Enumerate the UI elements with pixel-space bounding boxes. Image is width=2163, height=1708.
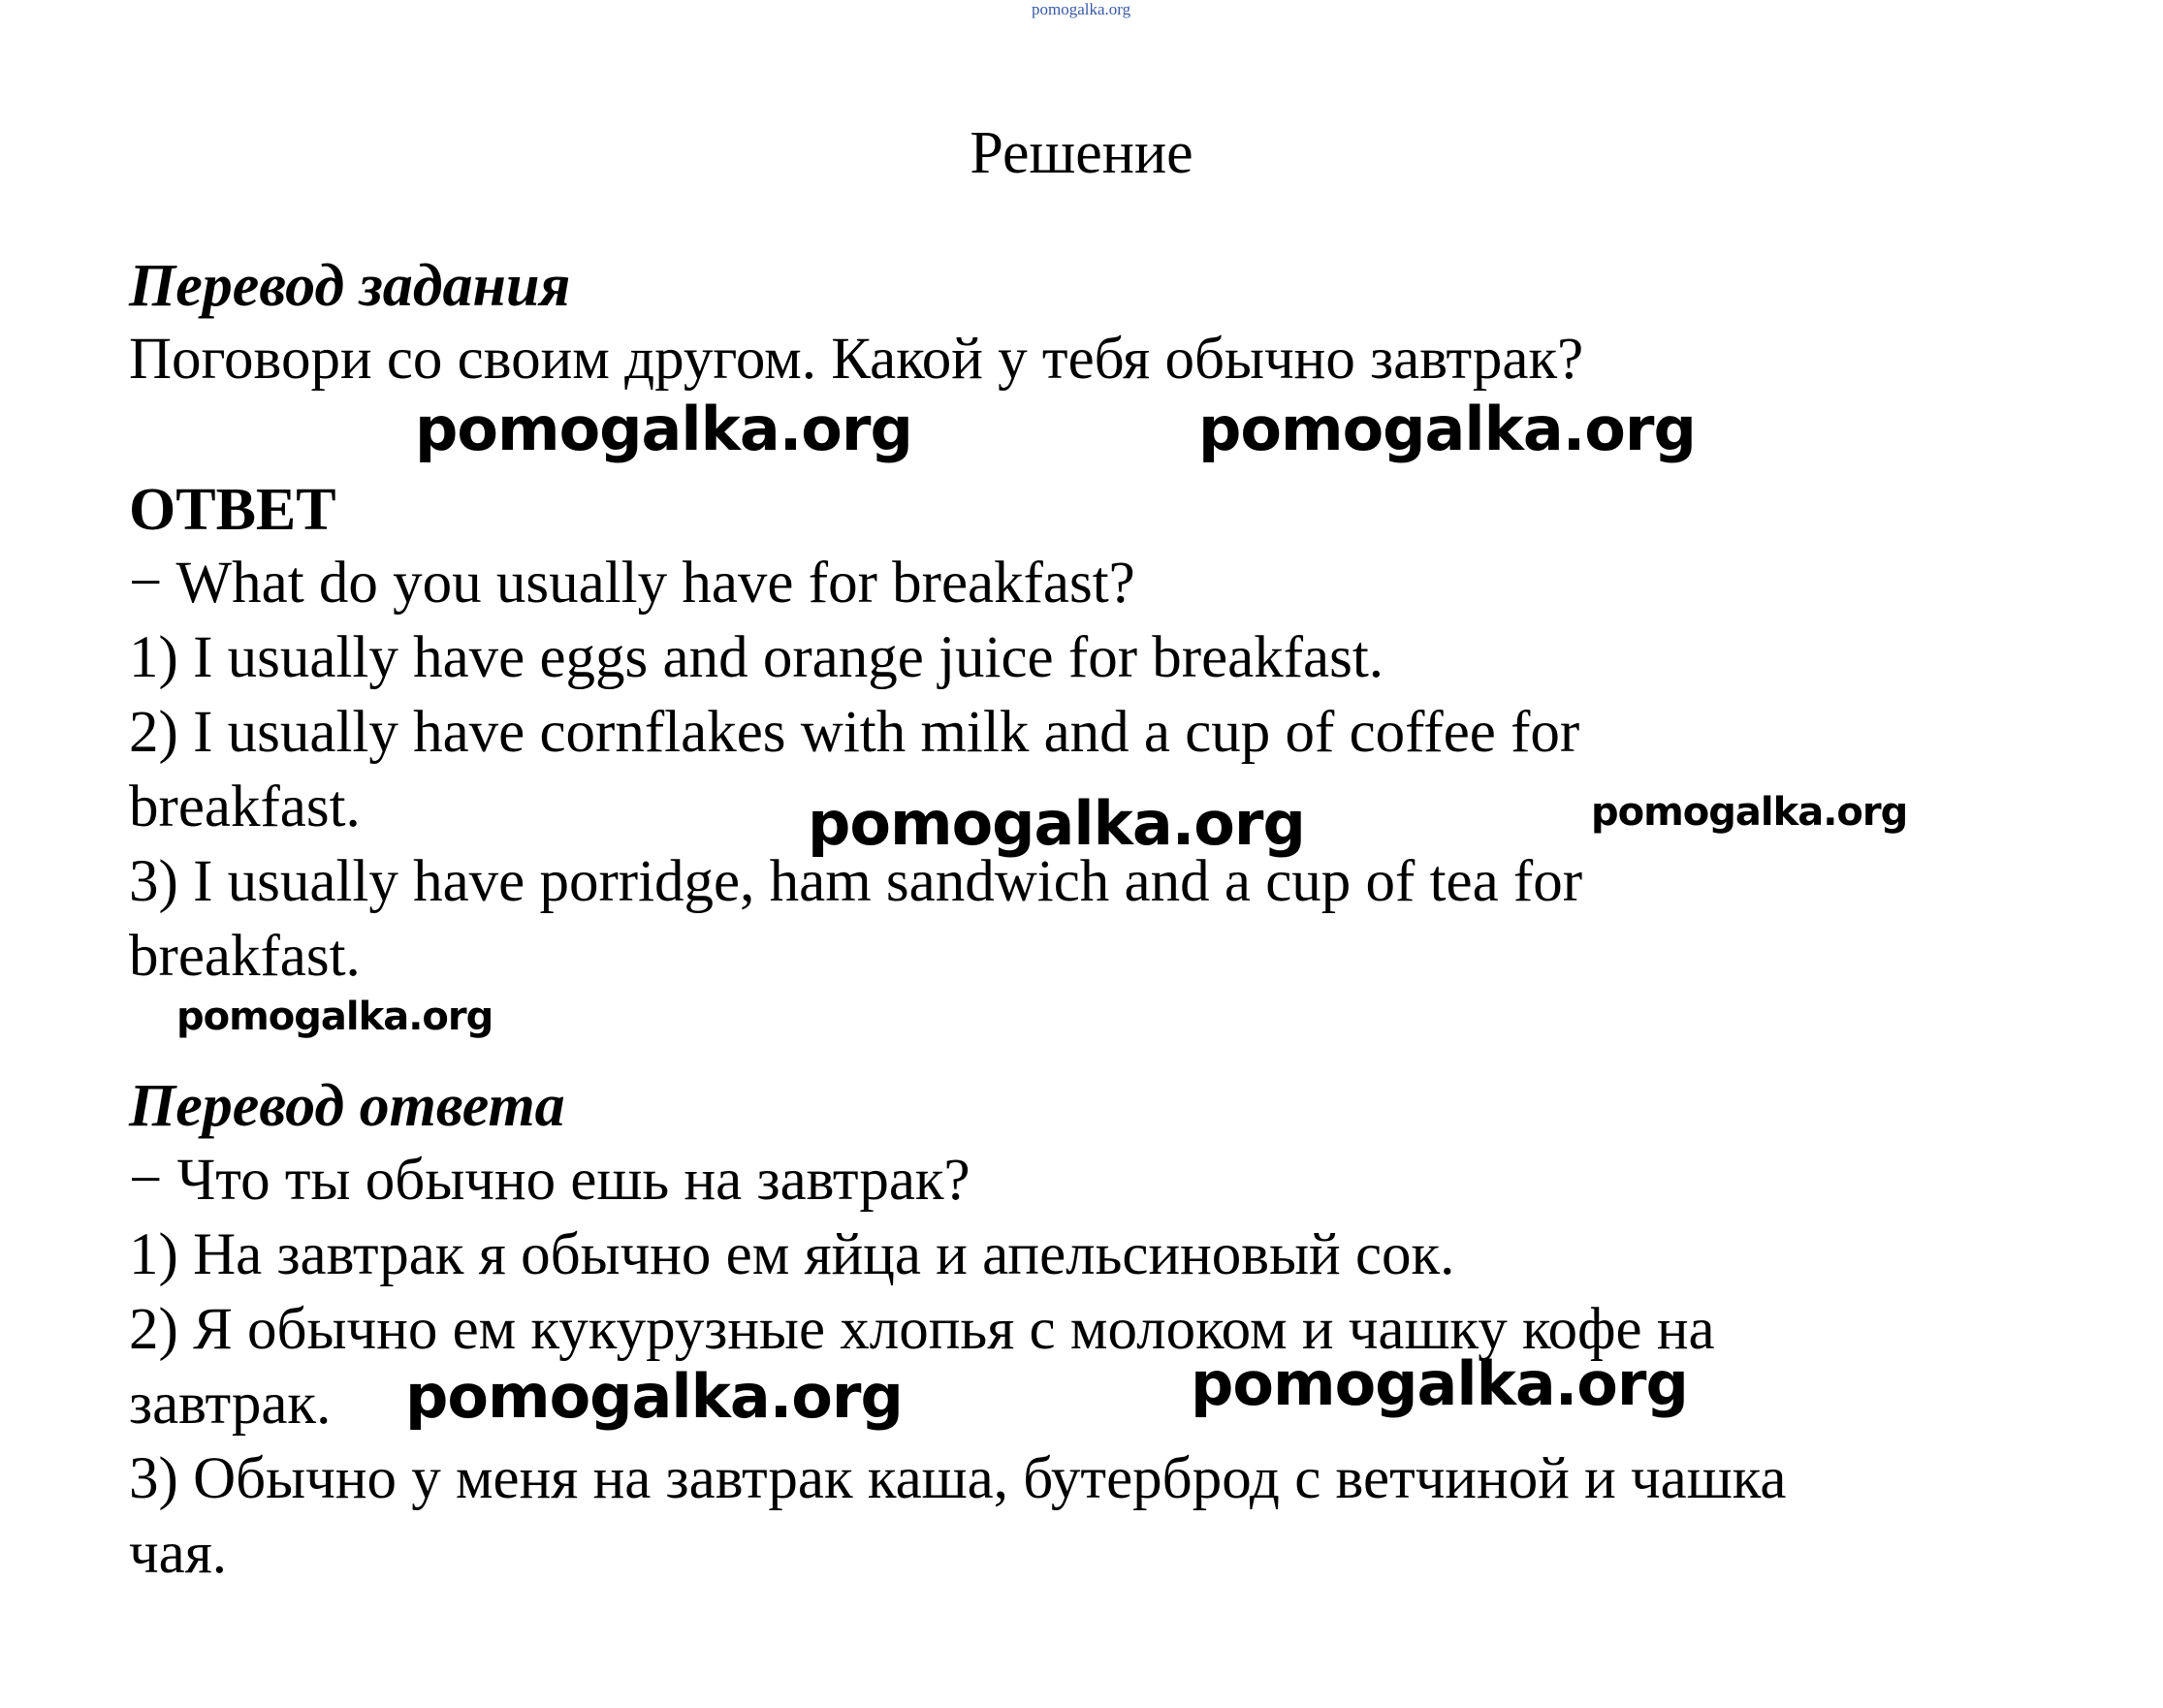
answer-line-2-cont: breakfast.: [129, 775, 361, 839]
watermark: pomogalka.org: [415, 394, 912, 464]
task-heading: Перевод задания: [129, 253, 571, 319]
answer-line-3-cont: breakfast.: [129, 924, 361, 989]
answer-line-3: 3) I usually have porridge, ham sandwich and a cup of tea for: [129, 849, 1583, 914]
watermark: pomogalka.org: [1198, 394, 1696, 464]
task-text: Поговори со своим другом. Какой у тебя обычно завтрак?: [129, 327, 1584, 392]
watermark: pomogalka.org: [808, 788, 1305, 859]
translation-line-2-cont: завтрак.: [129, 1372, 332, 1437]
watermark: pomogalka.org: [1591, 790, 1908, 835]
translation-heading: Перевод ответа: [129, 1073, 565, 1139]
answer-question: − What do you usually have for breakfast?: [129, 551, 1135, 616]
translation-line-2: 2) Я обычно ем кукурузные хлопья с молоком и чашку кофе на: [129, 1297, 1715, 1362]
answer-line-1: 1) I usually have eggs and orange juice for breakfast.: [129, 625, 1384, 690]
translation-line-3: 3) Обычно у меня на завтрак каша, бутерброд с ветчиной и чашка: [129, 1446, 1787, 1511]
top-watermark: pomogalka.org: [1032, 0, 1131, 18]
watermark: pomogalka.org: [1191, 1348, 1688, 1419]
answer-heading: ОТВЕТ: [129, 477, 336, 543]
translation-line-3-cont: чая.: [129, 1521, 228, 1586]
watermark: pomogalka.org: [176, 995, 493, 1039]
watermark: pomogalka.org: [405, 1361, 903, 1432]
answer-line-2: 2) I usually have cornflakes with milk and a cup of coffee for: [129, 700, 1580, 765]
page-title: Решение: [970, 120, 1193, 186]
translation-line-1: 1) На завтрак я обычно ем яйца и апельсиновый сок.: [129, 1222, 1455, 1287]
translation-question: − Что ты обычно ешь на завтрак?: [129, 1148, 970, 1213]
